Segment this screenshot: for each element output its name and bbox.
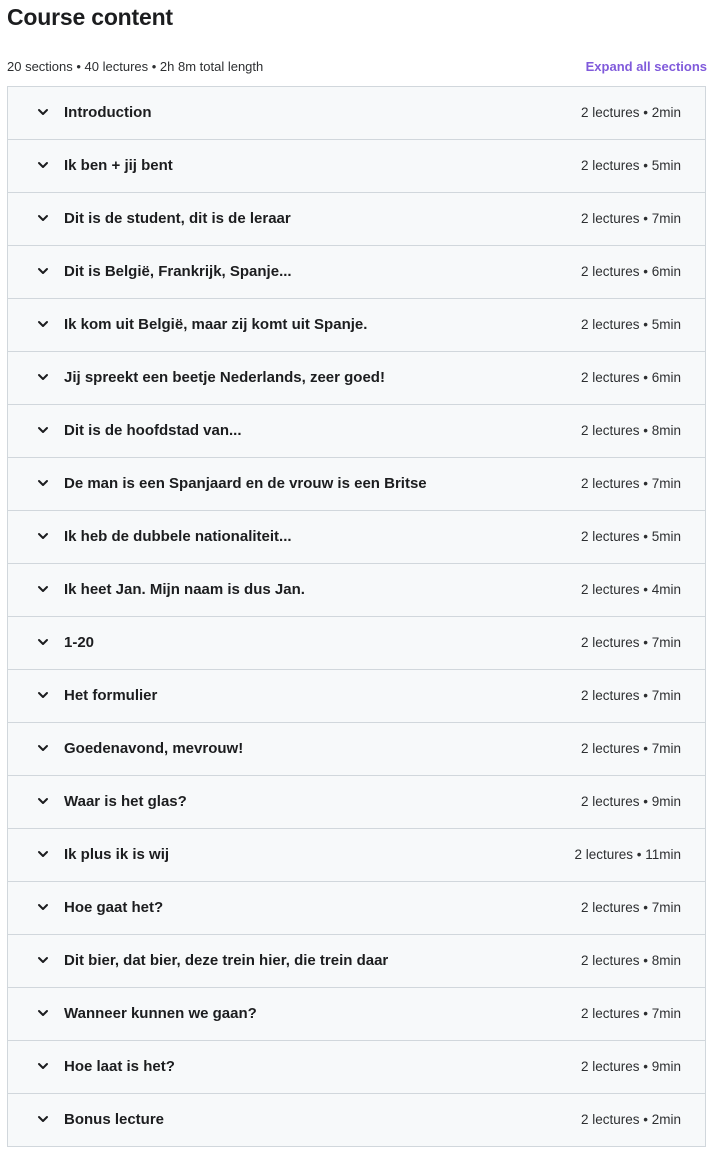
section-row[interactable] [8,458,705,511]
chevron-down-icon[interactable] [36,582,50,596]
section-title: De man is een Spanjaard en de vrouw is een Britse [64,475,427,492]
section-meta: 2 lectures • 9min [580,1059,681,1074]
section-row[interactable] [8,723,705,776]
section-row[interactable] [8,193,705,246]
section-title: 1-20 [64,634,95,651]
chevron-down-icon[interactable] [36,423,50,437]
section-title: Introduction [64,104,152,121]
section-title: Bonus lecture [64,1111,165,1128]
section-meta: 2 lectures • 6min [580,264,681,279]
chevron-down-icon[interactable] [36,794,50,808]
section-meta: 2 lectures • 7min [580,635,681,650]
section-title: Ik kom uit België, maar zij komt uit Spanje. [64,316,368,333]
section-meta: 2 lectures • 2min [580,1112,681,1127]
section-meta: 2 lectures • 4min [580,582,681,597]
section-title: Het formulier [64,687,158,704]
section-row[interactable] [8,299,705,352]
section-meta: 2 lectures • 7min [580,476,681,491]
section-row[interactable] [8,564,705,617]
section-row[interactable] [8,87,705,140]
section-meta: 2 lectures • 7min [580,1006,681,1021]
chevron-down-icon[interactable] [36,158,50,172]
section-title: Ik ben + jij bent [64,157,173,174]
section-row[interactable] [8,935,705,988]
section-meta: 2 lectures • 5min [580,529,681,544]
chevron-down-icon[interactable] [36,370,50,384]
chevron-down-icon[interactable] [36,211,50,225]
section-row[interactable] [8,829,705,882]
section-meta: 2 lectures • 5min [580,317,681,332]
chevron-down-icon[interactable] [36,635,50,649]
chevron-down-icon[interactable] [36,741,50,755]
course-summary-row [7,58,707,76]
section-row[interactable] [8,405,705,458]
chevron-down-icon[interactable] [36,953,50,967]
section-meta: 2 lectures • 6min [580,370,681,385]
section-title: Dit is België, Frankrijk, Spanje... [64,263,292,280]
section-title: Dit is de student, dit is de leraar [64,210,291,227]
section-title: Goedenavond, mevrouw! [64,740,244,757]
section-meta: 2 lectures • 7min [580,741,681,756]
section-title: Ik heet Jan. Mijn naam is dus Jan. [64,581,305,598]
page-title: Course content [7,4,173,30]
section-title: Dit is de hoofdstad van... [64,422,242,439]
chevron-down-icon[interactable] [36,1006,50,1020]
section-title: Dit bier, dat bier, deze trein hier, die trein daar [64,952,389,969]
section-meta: 2 lectures • 5min [580,158,681,173]
chevron-down-icon[interactable] [36,317,50,331]
chevron-down-icon[interactable] [36,1059,50,1073]
section-row[interactable] [8,882,705,935]
section-meta: 2 lectures • 8min [580,423,681,438]
chevron-down-icon[interactable] [36,900,50,914]
section-row[interactable] [8,1094,705,1147]
section-row[interactable] [8,352,705,405]
section-title: Waar is het glas? [64,793,187,810]
section-row[interactable] [8,140,705,193]
chevron-down-icon[interactable] [36,264,50,278]
section-meta: 2 lectures • 9min [580,794,681,809]
section-meta: 2 lectures • 2min [580,105,681,120]
section-row[interactable] [8,670,705,723]
section-list [7,86,706,1147]
section-row[interactable] [8,246,705,299]
section-meta: 2 lectures • 8min [580,953,681,968]
section-row[interactable] [8,1041,705,1094]
section-title: Hoe laat is het? [64,1058,175,1075]
expand-all-sections-button[interactable]: Expand all sections [585,59,707,74]
course-summary: 20 sections • 40 lectures • 2h 8m total length [7,59,264,74]
section-meta: 2 lectures • 7min [580,900,681,915]
section-meta: 2 lectures • 11min [574,847,681,862]
section-title: Ik heb de dubbele nationaliteit... [64,528,292,545]
chevron-down-icon[interactable] [36,476,50,490]
section-row[interactable] [8,988,705,1041]
section-title: Jij spreekt een beetje Nederlands, zeer goed! [64,369,385,386]
chevron-down-icon[interactable] [36,847,50,861]
section-row[interactable] [8,511,705,564]
chevron-down-icon[interactable] [36,1112,50,1126]
chevron-down-icon[interactable] [36,105,50,119]
section-title: Hoe gaat het? [64,899,164,916]
section-row[interactable] [8,776,705,829]
section-row[interactable] [8,617,705,670]
section-meta: 2 lectures • 7min [580,211,681,226]
section-title: Wanneer kunnen we gaan? [64,1005,257,1022]
section-meta: 2 lectures • 7min [580,688,681,703]
section-title: Ik plus ik is wij [64,846,170,863]
chevron-down-icon[interactable] [36,688,50,702]
chevron-down-icon[interactable] [36,529,50,543]
